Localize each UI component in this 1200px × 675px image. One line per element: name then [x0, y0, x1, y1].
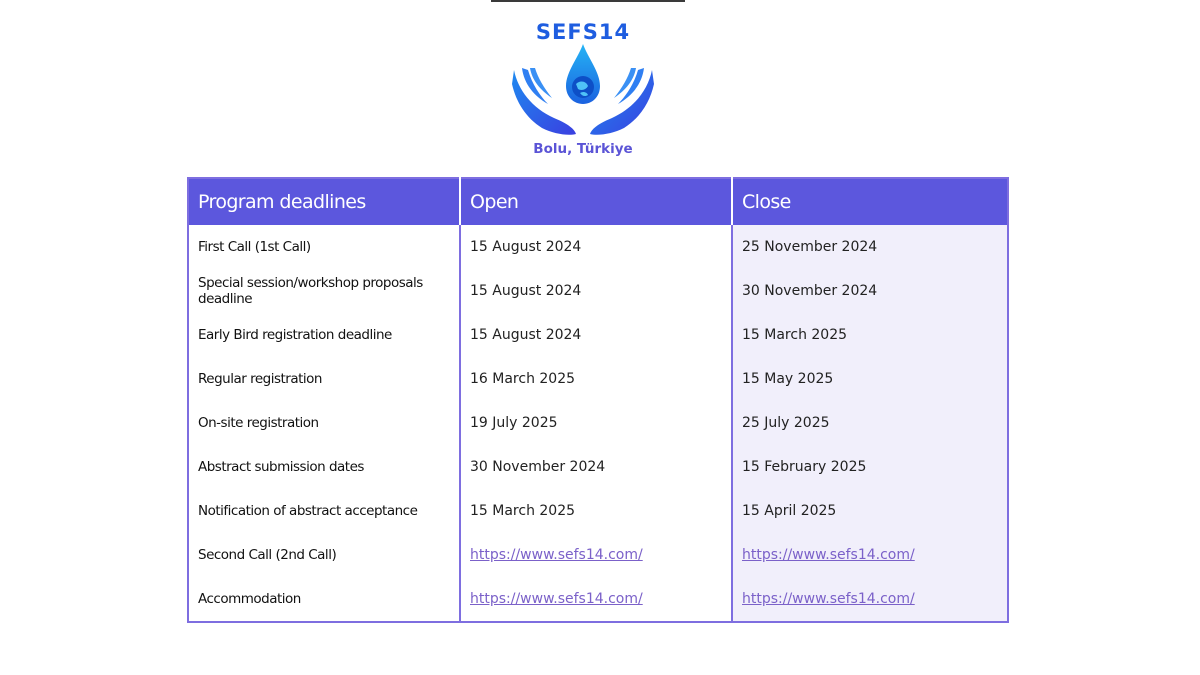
table-header-row: [188, 178, 1008, 225]
header-program-deadlines: Program deadlines: [188, 178, 460, 225]
open-cell: [460, 533, 732, 577]
row-label: Accommodation: [198, 591, 301, 607]
row-label: Notification of abstract acceptance: [198, 503, 418, 519]
table-row: [188, 577, 1008, 622]
close-date: 15 March 2025: [732, 313, 1008, 357]
close-cell: [732, 577, 1008, 622]
water-drop-hands-icon: [510, 44, 656, 140]
row-label: Second Call (2nd Call): [198, 547, 337, 563]
row-label: On-site registration: [198, 415, 319, 431]
row-label: Special session/workshop proposals deadline: [198, 275, 423, 307]
open-date: 15 March 2025: [460, 489, 732, 533]
header-close: Close: [732, 178, 1008, 225]
table-row: [188, 489, 1008, 533]
open-date: 15 August 2024: [460, 313, 732, 357]
close-date: 15 February 2025: [732, 445, 1008, 489]
row-label: First Call (1st Call): [198, 239, 311, 255]
close-date: 30 November 2024: [732, 269, 1008, 313]
table-row: [188, 313, 1008, 357]
conference-logo: [500, 14, 666, 164]
row-label: Early Bird registration deadline: [198, 327, 392, 343]
row-label: Abstract submission dates: [198, 459, 364, 475]
open-link[interactable]: https://www.sefs14.com/: [470, 591, 643, 607]
table-row: [188, 269, 1008, 313]
close-date: 15 April 2025: [732, 489, 1008, 533]
table-row: [188, 401, 1008, 445]
table-row: [188, 357, 1008, 401]
top-divider: [491, 0, 685, 2]
close-date: 25 July 2025: [732, 401, 1008, 445]
logo-subtitle: Bolu, Türkiye: [533, 141, 633, 157]
table-row: [188, 445, 1008, 489]
open-date: 15 August 2024: [460, 225, 732, 269]
open-date: 30 November 2024: [460, 445, 732, 489]
logo-title: SEFS14: [535, 20, 631, 44]
close-link[interactable]: https://www.sefs14.com/: [742, 547, 915, 563]
close-cell: [732, 533, 1008, 577]
open-date: 15 August 2024: [460, 269, 732, 313]
program-deadlines-table: [187, 177, 1009, 623]
table-row: [188, 533, 1008, 577]
open-link[interactable]: https://www.sefs14.com/: [470, 547, 643, 563]
close-date: 15 May 2025: [732, 357, 1008, 401]
open-date: 16 March 2025: [460, 357, 732, 401]
row-label: Regular registration: [198, 371, 322, 387]
header-open: Open: [460, 178, 732, 225]
open-cell: [460, 577, 732, 622]
table-row: [188, 225, 1008, 269]
close-link[interactable]: https://www.sefs14.com/: [742, 591, 915, 607]
open-date: 19 July 2025: [460, 401, 732, 445]
close-date: 25 November 2024: [732, 225, 1008, 269]
